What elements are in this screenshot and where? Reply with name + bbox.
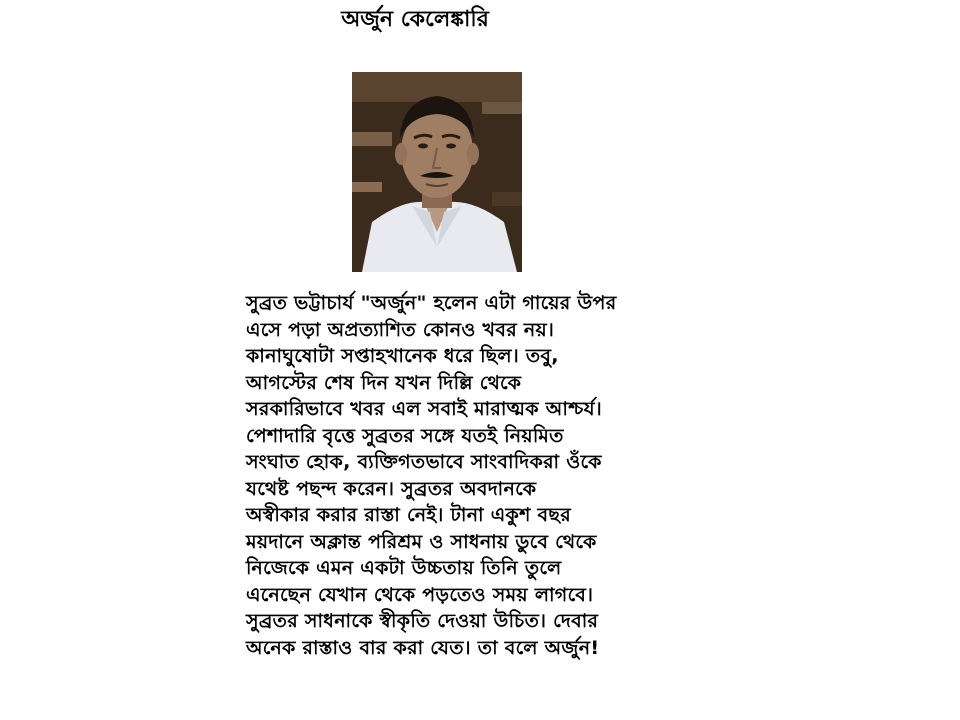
article-line: অস্বীকার করার রাস্তা নেই। টানা একুশ বছর [246, 504, 572, 526]
article-line: পেশাদারি বৃত্তে সুব্রতর সঙ্গে যতই নিয়মিত [246, 424, 564, 447]
portrait-photo [352, 72, 522, 272]
article-line: আগস্টের শেষ দিন যখন দিল্লি থেকে [246, 371, 522, 394]
article-line: অনেক রাস্তাও বার করা যেত। তা বলে অর্জুন! [246, 636, 600, 659]
article-line: সুব্রত ভট্টাচার্য "অর্জুন" হলেন এটা গায়ের উপর [246, 292, 617, 314]
article-line: যথেষ্ট পছন্দ করেন। সুব্রতর অবদানকে [246, 477, 537, 500]
article-line: এনেছেন যেখান থেকে পড়তেও সময় লাগবে। [246, 583, 594, 606]
article-body [246, 290, 716, 661]
article-line: ময়দানে অক্লান্ত পরিশ্রম ও সাধনায় ডুবে থেকে [246, 530, 597, 553]
article-line: নিজেকে এমন একটা উচ্চতায় তিনি তুলে [246, 557, 562, 579]
article-line: সুব্রতর সাধনাকে স্বীকৃতি দেওয়া উচিত। দেবার [246, 610, 599, 632]
article-line: এসে পড়া অপ্রত্যাশিত কোনও খবর নয়। [246, 318, 555, 341]
portrait-image [352, 72, 522, 272]
article-line: সরকারিভাবে খবর এল সবাই মারাত্মক আশ্চর্য। [246, 398, 602, 420]
page-title: অর্জুন কেলেঙ্কারি [341, 7, 489, 32]
article-line: কানাঘুষোটা সপ্তাহখানেক ধরে ছিল। তবু, [246, 345, 559, 367]
article-line: সংঘাত হোক, ব্যক্তিগতভাবে সাংবাদিকরা ওঁকে [246, 451, 602, 473]
